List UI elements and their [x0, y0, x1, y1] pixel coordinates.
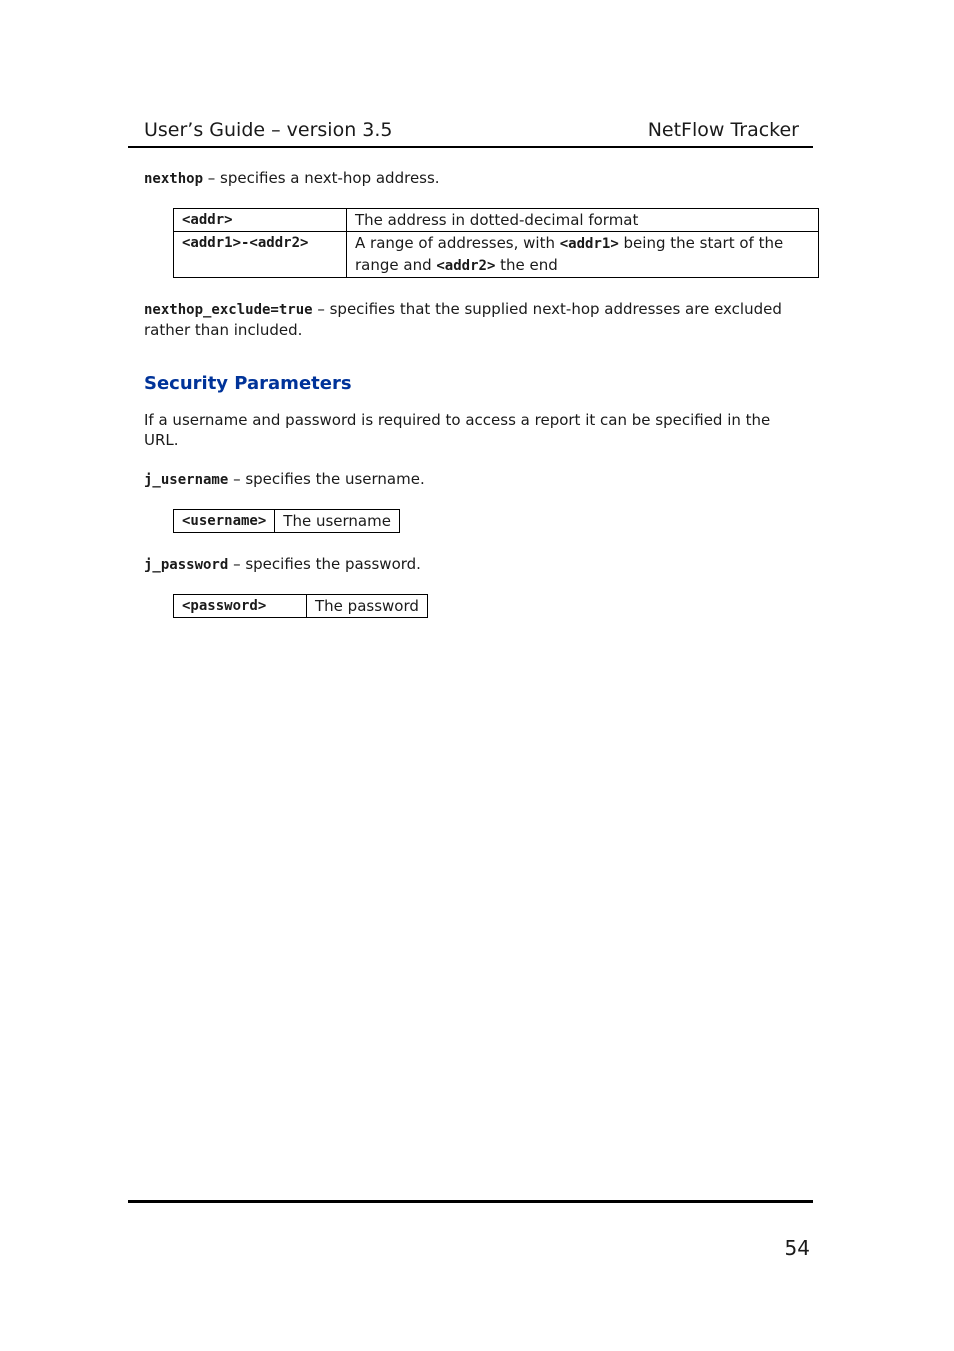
nexthop-exclude-description [144, 299, 814, 340]
nexthop-exclude-term: nexthop_exclude=true [144, 302, 313, 318]
j-password-description [144, 554, 820, 575]
header-title: User’s Guide – version 3.5 [144, 119, 393, 141]
table-key-username: <username> [174, 510, 275, 533]
section-heading-security: Security Parameters [144, 373, 352, 394]
addr-range-text-pre: A range of addresses, with [355, 234, 560, 252]
addr-range-code-end: <addr2> [436, 258, 496, 274]
addr-range-code-start: <addr1> [559, 236, 619, 252]
table-value-username: The username [275, 510, 400, 533]
table-row [174, 209, 819, 232]
j-username-description [144, 469, 820, 490]
j-password-desc: – specifies the password. [228, 555, 421, 573]
nexthop-desc: – specifies a next-hop address. [203, 169, 440, 187]
footer-rule [128, 1200, 813, 1203]
j-password-term: j_password [144, 557, 229, 573]
security-intro: If a username and password is required to access a report it can be specified in the URL. [144, 411, 771, 449]
j-username-table [173, 509, 400, 533]
table-row [174, 232, 819, 278]
table-value-password: The password [307, 595, 428, 618]
header-product: NetFlow Tracker [647, 119, 799, 141]
j-username-term: j_username [144, 472, 229, 488]
table-key-addr-range: <addr1>-<addr2> [174, 232, 347, 278]
table-value-addr-range [347, 232, 819, 278]
nexthop-description [144, 168, 820, 189]
table-row [174, 595, 428, 618]
j-username-desc: – specifies the username. [228, 470, 425, 488]
nexthop-term: nexthop [144, 171, 204, 187]
table-value-addr: The address in dotted-decimal format [347, 209, 819, 232]
addr-range-text-post: the end [495, 256, 558, 274]
page-number: 54 [784, 1236, 810, 1260]
table-key-addr: <addr> [174, 209, 347, 232]
j-password-table [173, 594, 428, 618]
table-key-password: <password> [174, 595, 307, 618]
table-row [174, 510, 400, 533]
page-header [128, 118, 813, 148]
addr-range-text-mid: being the start of the range and [355, 234, 784, 274]
nexthop-table [173, 208, 819, 278]
nexthop-exclude-desc: – specifies that the supplied next-hop addresses are excluded rather than included. [144, 300, 782, 339]
